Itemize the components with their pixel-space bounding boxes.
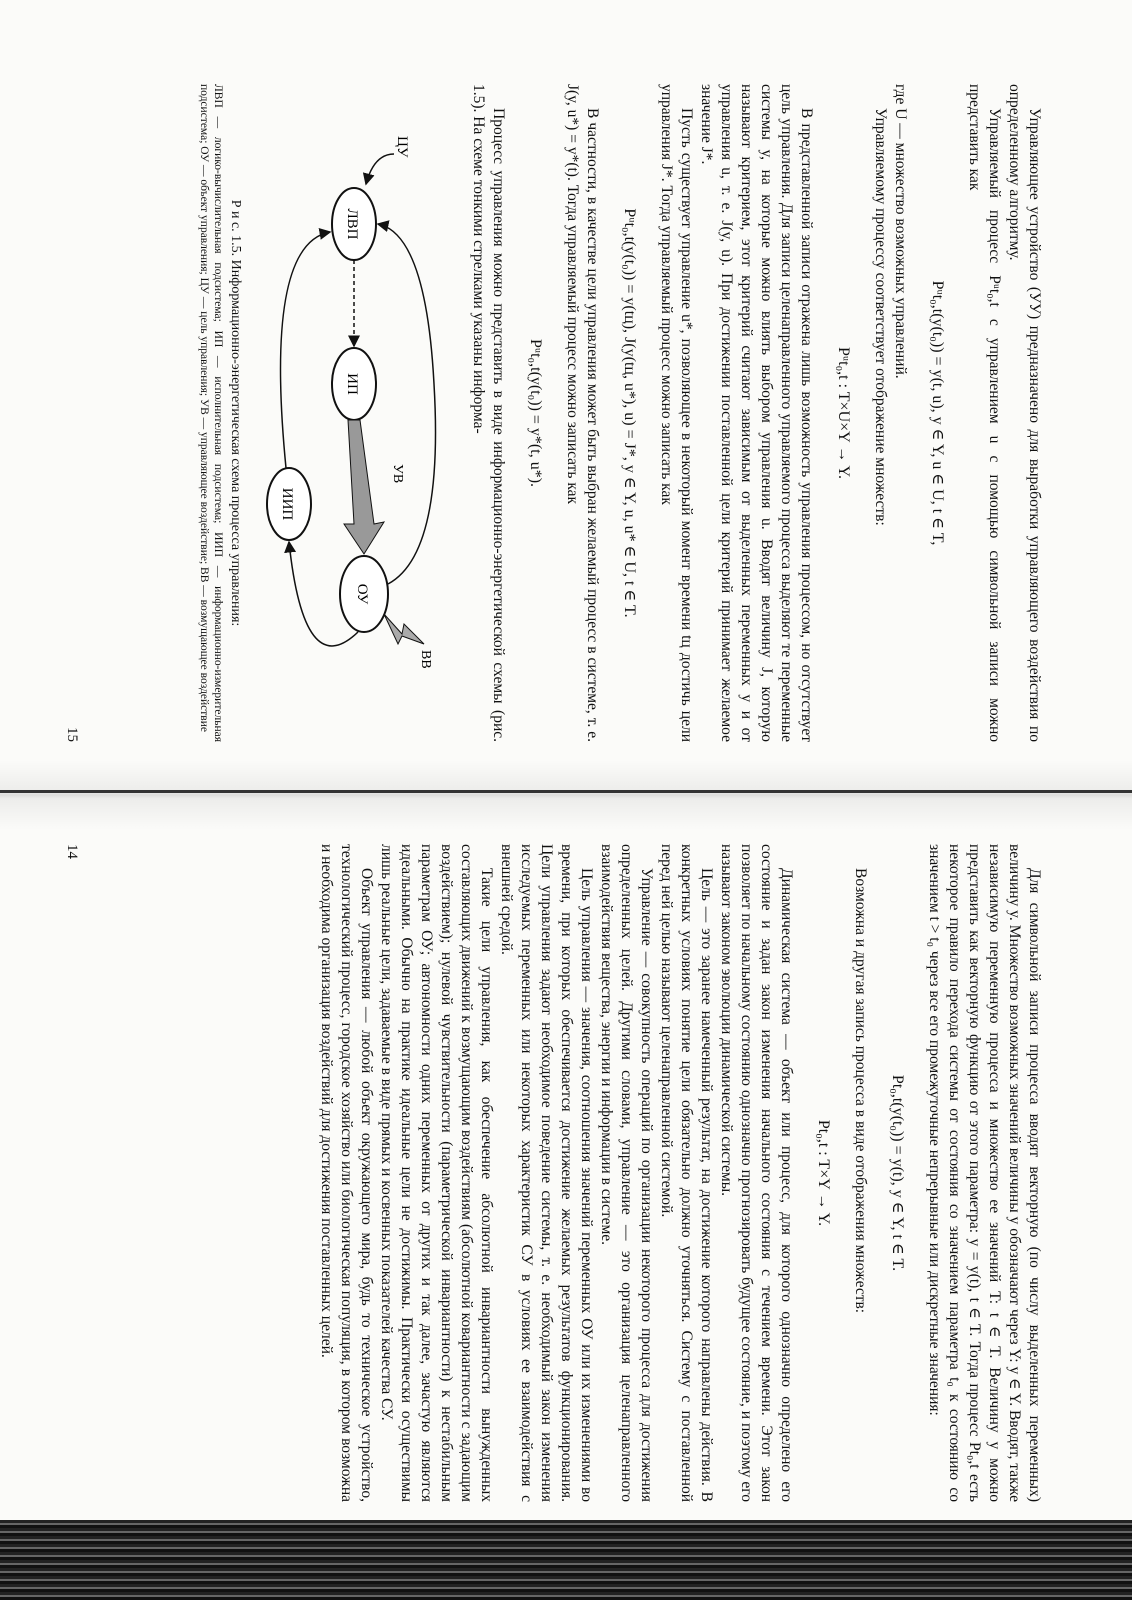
page-fold bbox=[0, 790, 1132, 793]
page-number: 14 bbox=[64, 844, 80, 859]
scan-edge bbox=[0, 1520, 1132, 1600]
paragraph: Динамическая система — объект или процесс, для которого однозначно определено его состояние и задан закон изменения начального состояния с течением времени. Этот закон позволяет по начальному состоянию однозначно прогнозировать будущее состояние, и поэтому его называют законом эволюции динамической системы. bbox=[718, 844, 795, 1502]
arrow-iip-lvp bbox=[281, 232, 331, 468]
paragraph: Цель управления — значения, соотношения значений переменных ОУ или их изменениями во времени, при которых обеспечивается достижение желаемых результатов функционирования. Цели управления задают необходимое поведение системы, т. е. необходимый закон изменения исследуемых переменных или некоторых характеристик СУ в условиях ее взаимодействия с внешней средой. bbox=[498, 844, 595, 1502]
paragraph: Управление — совокупность операций по организации некоторого процесса для достижения определенных целей. Другими словами, управление — это организация целенаправленного взаимодействия вещества, энергии и информации в системе. bbox=[598, 844, 655, 1502]
paragraph: Цель — это заранее намеченный результат, на достижение которого направлены действия. В конкретных условиях понятие цели обязательно должно уточняться. Систему с поставленной перед ней целью называют целенаправленной системой. bbox=[658, 844, 715, 1502]
figure-caption-title: Р и с. 1.5. Информационно-энергетическая схема процесса управления: bbox=[228, 199, 243, 627]
uv-energy-arrow bbox=[344, 420, 384, 554]
paragraph: В представленной записи отражена лишь возможность управления процессом, но отсутствует цель управления. Для записи целенаправленного управляемого процесса выделяют те переменные системы y, на которые можно влиять выбором управления u. Вводят величину J, которую называют критерием, этот критерий считают зависимым от выделенных переменных y и от управления u, т. е. J(y, u). При достижении поставленной цели критерий принимает желаемое значение J*. bbox=[698, 84, 815, 742]
control-scheme-diagram bbox=[254, 84, 454, 734]
paragraph: Управляемому процессу соответствует отображение множеств: bbox=[872, 108, 889, 526]
page-number: 15 bbox=[64, 727, 80, 742]
formula: Pᵘt₀,t : T×U×Y → Y. bbox=[835, 347, 852, 479]
label-cu: ЦУ bbox=[394, 136, 410, 158]
cu-arrow bbox=[366, 154, 394, 184]
node-lvp-label: ЛВП bbox=[344, 208, 360, 240]
arrow-ou-lvp bbox=[378, 224, 436, 584]
formula: Pt₀,t : T×Y → Y. bbox=[815, 1119, 832, 1227]
paragraph: Процесс управления можно представить в виде информационно-энергетической схемы (рис. 1.5). На схеме тонкими стрелками указаны информа- bbox=[470, 84, 507, 742]
figure-1-5 bbox=[197, 84, 454, 742]
label-vv: ВВ bbox=[418, 650, 433, 669]
vv-arrow bbox=[384, 614, 424, 644]
formula: Pᵘt₀,t(y(t₀)) = y(tц), J(y(tц, u*), u) = J*, y ∈ Y, u, u* ∈ U, t ∈ T. bbox=[621, 208, 638, 618]
node-iip-label: ИИП bbox=[279, 487, 295, 521]
paragraph: Управляемый процесс Pᵘt₀,t с управлением u с помощью символьной записи можно представить как bbox=[966, 84, 1003, 742]
paragraph: Для символьной записи процесса вводят векторную (по числу выделенных переменных) величину y. Множество возможных значений величины y обозначают через Y: y ∈ Y. Вводят, также независимую переменную процесса и множество ее значений T: t ∈ T. Величину y можно представить как векторную функцию от этого параметра: y = y(t), t ∈ T. Тогда процесс Pt₀,t есть некоторое правило перехода системы от состояния со значением параметра t₀ к состоянию со значением t > t₀ через все его промежуточные непрерывные или дискретные значения: bbox=[926, 844, 1043, 1502]
paragraph: Такие цели управления, как обеспечение абсолютной инвариантности вынужденных составляющих движений к возмущающим воздействиям (абсолютной ковариантности с задающим воздействием); нулевой чувствительности (параметрической инвариантности) к нестабильным параметрам ОУ; автономности одних переменных от других и так далее, зачастую являются идеальными. Обычно на практике идеальные цели не достижимы. Практически осуществимы лишь реальные цели, задаваемые в виде прямых и косвенных показателей качества СУ. bbox=[378, 844, 495, 1502]
figure-caption-body: ЛВП — логико-вычислительная подсистема; ИП — исполнительная подсистема; ИИП — информационно-измерительная подсистема; ОУ — объект управления; ЦУ — цель управления; УВ — управляющее воздействие; ВВ — возмущающее воздействие bbox=[198, 84, 224, 742]
paragraph: Управляющее устройство (УУ) предназначено для выработки управляющего воздействия по определенному алгоритму. bbox=[1006, 84, 1043, 742]
paragraph: где U — множество возможных управлений. bbox=[892, 84, 909, 379]
node-ou-label: ОУ bbox=[354, 583, 370, 605]
page-14 bbox=[0, 830, 1132, 1520]
paragraph: Объект управления — любой объект окружающего мира, будь то техническое устройство, технологический процесс, городское хозяйство или биологическая популяция, в котором возможна и необходима организация воздействий для достижения поставленных целей. bbox=[318, 844, 375, 1502]
label-uv: УВ bbox=[390, 464, 405, 484]
paragraph: Пусть существует управление u*, позволяющее в некоторый момент времени tц достичь цели управления J*. Тогда управляемый процесс можно записать как bbox=[658, 84, 695, 742]
formula: Pᵘt₀,t(y(t₀)) = y(t, u), y ∈ Y, u ∈ U, t ∈ T, bbox=[929, 280, 946, 546]
paragraph: В частности, в качестве цели управления может быть выбран желаемый процесс в системе, т. е. J(y, u*) = y*(t). Тогда управляемый процесс можно записать как bbox=[564, 84, 601, 742]
page-fold-shadow bbox=[0, 760, 1132, 830]
paragraph: Возможна и другая запись процесса в виде отображения множеств: bbox=[852, 868, 869, 1314]
page-15 bbox=[0, 70, 1132, 760]
node-ip-label: ИП bbox=[344, 373, 360, 395]
formula: Pᵘt₀,t(y(t₀)) = y*(t, u*). bbox=[527, 338, 544, 488]
formula: Pt₀,t(y(t₀)) = y(t), y ∈ Y, t ∈ T. bbox=[889, 1074, 906, 1272]
